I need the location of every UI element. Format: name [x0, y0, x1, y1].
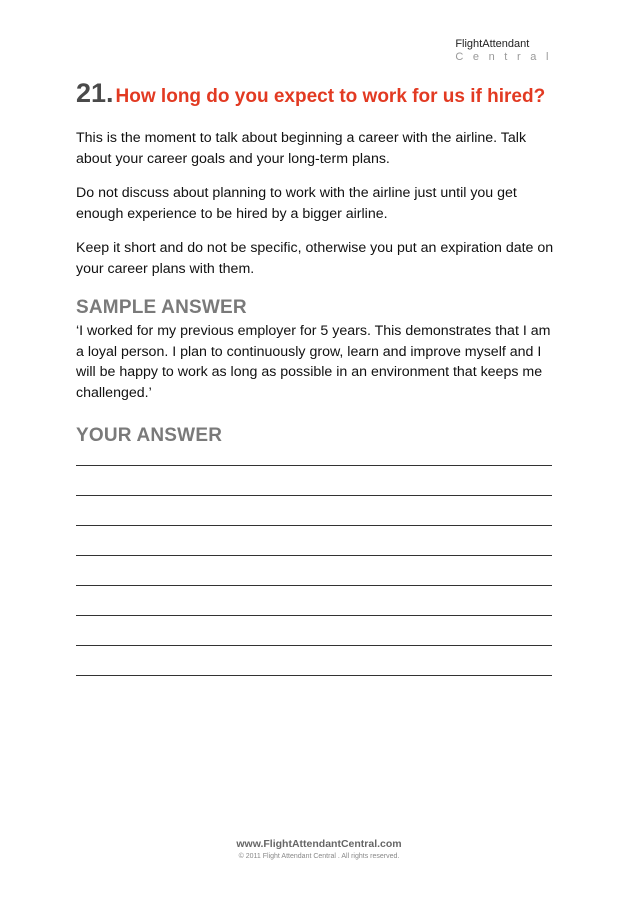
answer-line: [76, 451, 552, 466]
sample-answer-text: ‘I worked for my previous employer for 5 years. This demonstrates that I am a loyal person. I plan to continuously grow, learn and improve myself and I will be happy to work as long as possible in an environment that keeps me challenged.’: [76, 323, 551, 401]
intro-paragraph: This is the moment to talk about beginning a career with the airline. Talk about your career goals and your long-term plans.: [76, 130, 527, 167]
answer-line: [76, 646, 552, 676]
footer-url[interactable]: www.FlightAttendantCentral.com: [236, 838, 402, 850]
logo-top-text: FlightAttendant: [455, 38, 530, 50]
question-title: [76, 80, 561, 110]
advice-paragraph: Do not discuss about planning to work with the airline just until you get enough experience to be hired by a bigger airline.: [76, 185, 517, 222]
answer-line: [76, 496, 552, 526]
answer-line: [76, 616, 552, 646]
logo-bottom-text: Central: [455, 51, 558, 63]
answer-line: [76, 556, 552, 586]
sample-answer-heading: SAMPLE ANSWER: [76, 297, 247, 318]
page-footer: [0, 838, 638, 862]
question-number: 21.: [76, 78, 114, 108]
your-answer-heading: YOUR ANSWER: [76, 425, 223, 446]
answer-line: [76, 586, 552, 616]
answer-line: [76, 466, 552, 496]
footer-copyright: © 2011 Flight Attendant Central . All rights reserved.: [238, 853, 400, 860]
answer-line: [76, 526, 552, 556]
page-content: [76, 80, 561, 676]
tip-paragraph: Keep it short and do not be specific, otherwise you put an expiration date on your career plans with them.: [76, 240, 554, 277]
question-text: How long do you expect to work for us if hired?: [115, 86, 546, 107]
brand-logo: [455, 38, 558, 64]
answer-lines: [76, 451, 561, 676]
